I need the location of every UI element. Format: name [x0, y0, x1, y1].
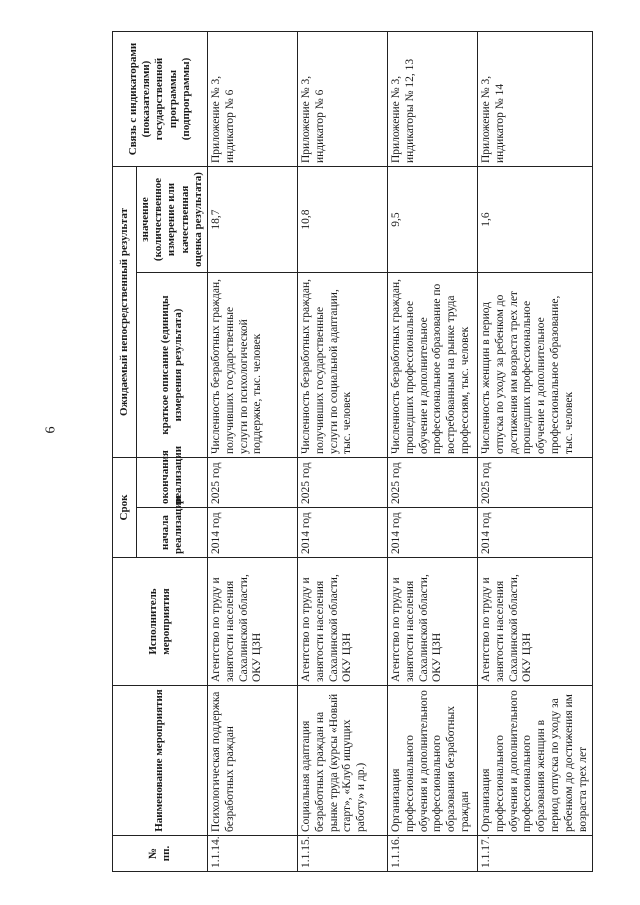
header-result-desc: краткое описание (единицы измерения результата) [137, 273, 208, 458]
row-end: 2025 год [387, 458, 477, 508]
row-value: 1,6 [477, 167, 592, 273]
row-desc: Численность безработных граждан, прошедших профессиональное обучение и дополнительное профессиональное образование по востребованным на рынке труда профессиям, тыс. человек [387, 273, 477, 458]
row-num: 1.1.15. [297, 836, 387, 872]
row-end: 2025 год [477, 458, 592, 508]
row-link: Приложение № 3, индикатор № 14 [477, 32, 592, 167]
row-num: 1.1.14. [207, 836, 297, 872]
row-end: 2025 год [207, 458, 297, 508]
row-name: Психологическая поддержка безработных граждан [207, 686, 297, 836]
row-value: 18,7 [207, 167, 297, 273]
row-executor: Агентство по труду и занятости населения Сахалинской области, ОКУ ЦЗН [207, 558, 297, 686]
row-start: 2014 год [387, 508, 477, 558]
header-term-start: начала реализации [137, 508, 208, 558]
row-num: 1.1.17. [477, 836, 592, 872]
row-link: Приложение № 3, индикаторы № 12, 13 [387, 32, 477, 167]
header-link: Связь с индикаторами (показателями) государственной программы (подпрограммы) [113, 32, 208, 167]
header-result-value: значение (количественное измерение или качественная оценка результата) [137, 167, 208, 273]
rotated-table-container [112, 32, 589, 872]
row-desc: Численность безработных граждан, получивших государственные услуги по психологической поддержке, тыс. человек [207, 273, 297, 458]
table-row [387, 32, 477, 872]
row-name: Организация профессионального обучения и дополнительного профессионального образования безработных граждан [387, 686, 477, 836]
measures-table [112, 31, 593, 872]
row-link: Приложение № 3, индикатор № 6 [207, 32, 297, 167]
row-value: 9,5 [387, 167, 477, 273]
table-row [477, 32, 592, 872]
row-start: 2014 год [297, 508, 387, 558]
row-desc: Численность безработных граждан, получивших государственные услуги по социальной адаптации, тыс. человек [297, 273, 387, 458]
header-row-1 [113, 32, 137, 872]
row-executor: Агентство по труду и занятости населения Сахалинской области, ОКУ ЦЗН [387, 558, 477, 686]
row-end: 2025 год [297, 458, 387, 508]
row-start: 2014 год [477, 508, 592, 558]
header-executor: Исполнитель мероприятия [113, 558, 208, 686]
row-name: Социальная адаптация безработных граждан на рынке труда (курсы «Новый старт», «Клуб ищущих работу» и др.) [297, 686, 387, 836]
table-row [297, 32, 387, 872]
row-value: 10,8 [297, 167, 387, 273]
header-term-end: окончания реализации [137, 458, 208, 508]
row-desc: Численность женщин в период отпуска по уходу за ребенком до достижения им возраста трех лет прошедших профессиональное обучение и дополнительное профессиональное образование, тыс. человек [477, 273, 592, 458]
row-executor: Агентство по труду и занятости населения Сахалинской области, ОКУ ЦЗН [297, 558, 387, 686]
table-row [207, 32, 297, 872]
header-num: № пп. [113, 836, 208, 872]
page-number: 6 [43, 426, 59, 434]
row-name: Организация профессионального обучения и дополнительного профессионального образования женщин в период отпуска по уходу за ребенком до достижения им возраста трех лет [477, 686, 592, 836]
row-num: 1.1.16. [387, 836, 477, 872]
row-executor: Агентство по труду и занятости населения Сахалинской области, ОКУ ЦЗН [477, 558, 592, 686]
header-term: Срок [113, 458, 137, 558]
header-result: Ожидаемый непосредственный результат [113, 167, 137, 458]
header-name: Наименование мероприятия [113, 686, 208, 836]
row-start: 2014 год [207, 508, 297, 558]
row-link: Приложение № 3, индикатор № 6 [297, 32, 387, 167]
